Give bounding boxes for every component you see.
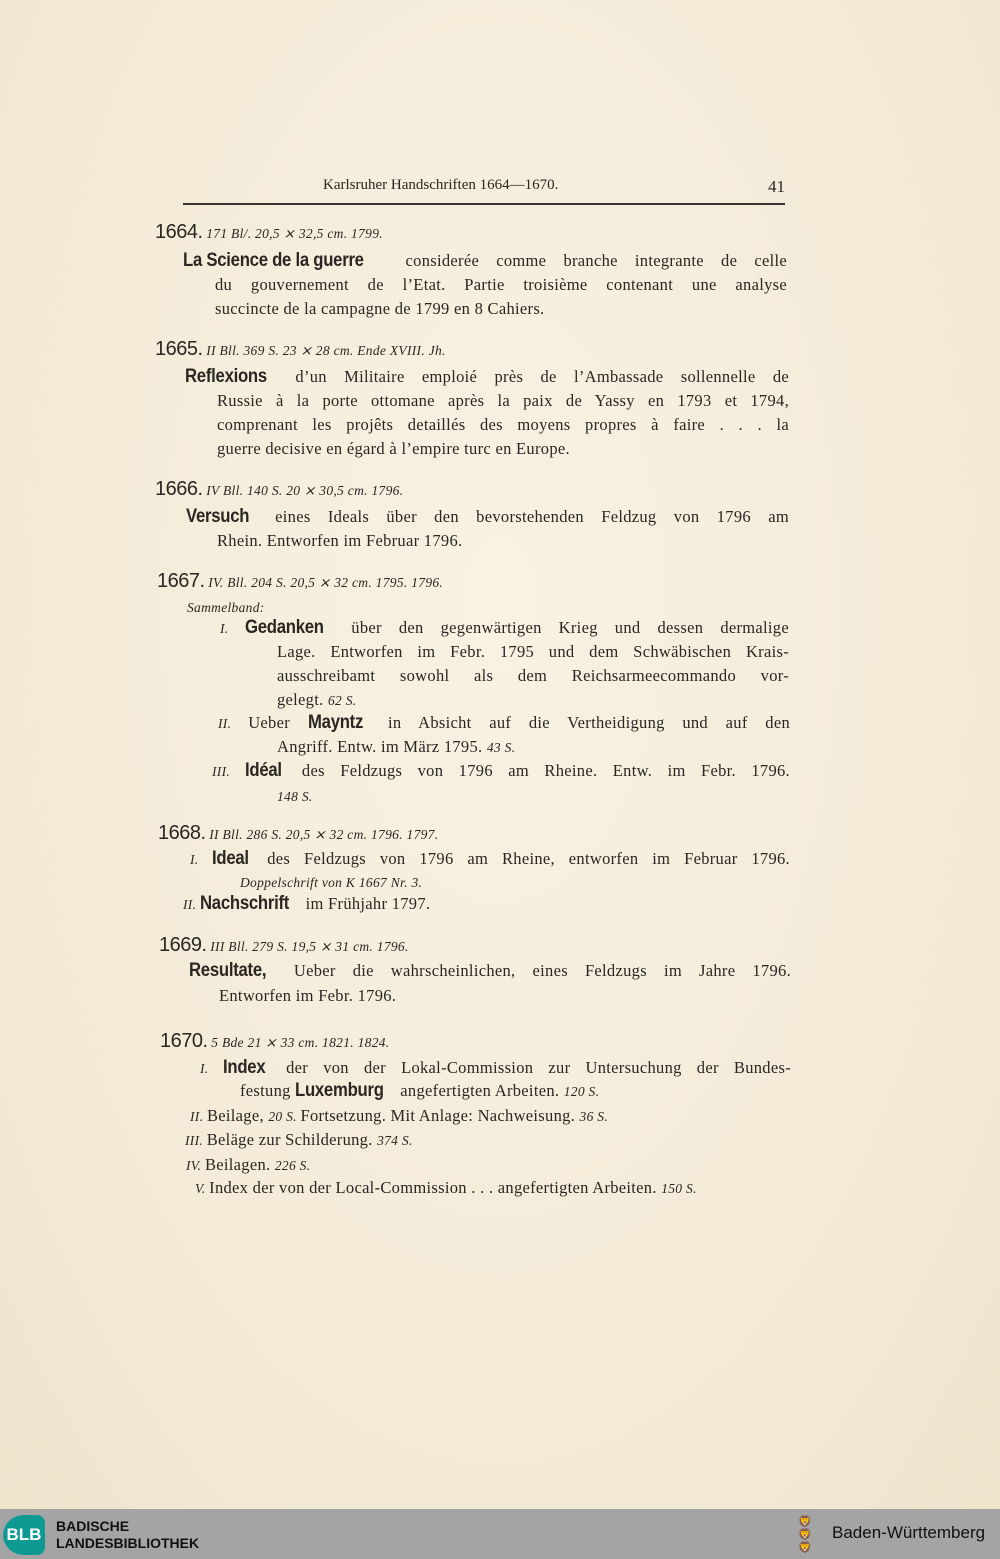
entry-text-line [183,251,787,271]
entry-title: Ideal [211,848,249,869]
entry-annotation: 20 S. [268,1109,301,1124]
entry-annotation: 120 S. [563,1084,600,1099]
entry-text-line [277,737,515,758]
entry-text: du gouvernement de l’Etat. Partie troisième contenant une analyse [215,275,787,294]
entry-text-line [240,872,422,893]
library-name[interactable] [56,1518,199,1552]
entry-text-line [190,1106,608,1127]
entry-text-line [195,1178,697,1199]
entry-title: Gedanken [244,617,324,638]
entry-annotation: V. [195,1181,210,1196]
entry-text: Lage. Entworfen im Febr. 1795 und dem Schwäbischen Krais- [277,642,789,661]
entry-annotation: IV Bll. 140 S. 20 ⨯ 30,5 cm. 1796. [202,483,404,498]
entry-title: Resultate, [189,960,267,981]
entry-annotation: 226 S. [274,1158,311,1173]
entry-text-line [185,1130,413,1151]
entry-annotation: 43 S. [486,740,516,755]
entry-text-line [200,1058,791,1079]
entry-text: Entworfen im Febr. 1796. [219,986,397,1005]
entry-text-line [212,761,790,782]
entry-text: Beläge zur Schilderung. [206,1130,378,1149]
entry-text: Fortsetzung. Mit Anlage: Nachweisung. [300,1106,580,1125]
entry-text: ausschreibamt sowohl als dem Reichsarmeecommando vor- [277,666,789,685]
entry-annotation: III Bll. 279 S. 19,5 ⨯ 31 cm. 1796. [206,939,409,954]
entry-annotation: IV. Bll. 204 S. 20,5 ⨯ 32 cm. 1795. 1796. [204,575,444,590]
entry-text-line [277,642,789,662]
entry-text-line [187,597,265,618]
entry-text: des Feldzugs von 1796 am Rheine. Entw. im Febr. 1796. [286,761,790,780]
entry-annotation: III. [185,1133,207,1148]
entry-title: Nachschrift [199,893,290,914]
entry-text-line [190,849,790,870]
blb-logo[interactable]: BLB [3,1515,45,1555]
entry-text-line [217,531,462,551]
entry-annotation: II. [190,1109,207,1124]
entry-text-line [277,666,789,686]
entry-text-line [218,713,790,734]
entry-annotation: 171 Bl/. 20,5 ⨯ 32,5 cm. 1799. [202,226,383,241]
entry-text-line [185,367,789,387]
library-name-line2: LANDESBIBLIOTHEK [56,1535,200,1551]
running-header [183,177,785,199]
entry-text: gelegt. [277,690,328,709]
entry-heading [155,479,403,501]
entry-text-line [215,275,787,295]
entry-text: Ueber die wahrscheinlichen, eines Feldzugs im Jahre 1796. [276,961,791,980]
entry-heading [155,339,446,361]
entry-text: Beilagen. [204,1155,275,1174]
entry-annotation: 148 S. [277,789,313,804]
entry-annotation: II Bll. 369 S. 23 ⨯ 28 cm. Ende XVIII. Jh. [202,343,446,358]
entry-text: Index der von der Local-Commission . . . angefertigten Arbeiten. [209,1178,662,1197]
entry-annotation: III. [212,764,245,779]
entry-number: 1666. [155,478,203,500]
entry-annotation: 5 Bde 21 ⨯ 33 cm. 1821. 1824. [207,1035,390,1050]
entry-text-line [183,894,430,915]
lions-coat-of-arms-icon: 🦁 🦁 🦁 [798,1515,812,1554]
entry-text: in Absicht auf die Vertheidigung und auf den [370,713,790,732]
entry-text-line [240,1081,599,1102]
library-name-line1: BADISCHE [56,1518,130,1534]
entry-number: 1667. [157,570,205,592]
entry-title: Luxemburg [295,1080,384,1101]
entry-text-line [277,690,356,711]
entry-title: La Science de la guerre [183,250,364,271]
entry-heading [157,571,443,593]
entry-title: Versuch [186,506,250,527]
entry-annotation: I. [200,1061,223,1076]
entry-annotation: 150 S. [661,1181,697,1196]
entry-text: über den gegenwärtigen Krieg und dessen dermalige [334,618,789,637]
entry-text: festung [240,1081,296,1100]
entry-annotation: II. [183,897,200,912]
entry-text: der von der Lokal-Commission zur Untersuchung der Bundes- [270,1058,791,1077]
entry-text: Rhein. Entworfen im Februar 1796. [217,531,463,550]
entry-text-line [186,1155,310,1176]
entry-text: Ueber [248,713,308,732]
entry-text: d’un Militaire emploié près de l’Ambassade sollennelle de [278,367,789,386]
entry-text: eines Ideals über den bevorstehenden Feldzug von 1796 am [257,507,789,526]
entry-text: des Feldzugs von 1796 am Rheine, entworfen im Februar 1796. [253,849,790,868]
entry-number: 1665. [155,338,203,360]
entry-text: succincte de la campagne de 1799 en 8 Cahiers. [215,299,545,318]
entry-text-line [186,507,789,527]
entry-text: comprenant les projêts detaillés des moyens propres à faire . . . la [217,415,789,434]
entry-text: considerée comme branche integrante de celle [388,251,787,270]
entry-annotation: 36 S. [579,1109,609,1124]
entry-annotation: II. [218,716,249,731]
entry-text-line [277,786,313,807]
entry-number: 1664. [155,221,203,243]
entry-heading [160,1031,389,1053]
entry-text: im Frühjahr 1797. [301,894,431,913]
entry-text-line [217,415,789,435]
entry-title: Index [222,1057,266,1078]
entry-number: 1669. [159,934,207,956]
entry-text-line [215,299,544,319]
entry-annotation: II Bll. 286 S. 20,5 ⨯ 32 cm. 1796. 1797. [205,827,439,842]
entry-text-line [220,618,789,639]
entry-annotation: 374 S. [377,1133,413,1148]
state-name[interactable]: Baden-Württemberg [832,1523,986,1542]
entry-heading [158,823,438,845]
entry-title: Mayntz [307,712,363,733]
entry-text: angefertigten Arbeiten. [395,1081,564,1100]
entry-number: 1670. [160,1030,208,1052]
footer-bar [0,1509,1000,1559]
entry-text: guerre decisive en égard à l’empire turc en Europe. [217,439,570,458]
entry-annotation: IV. [186,1158,205,1173]
entry-annotation: Doppelschrift von K 1667 Nr. 3. [240,875,423,890]
header-rule [183,203,785,205]
entry-text-line [219,986,396,1006]
entry-annotation: I. [190,852,212,867]
entry-number: 1668. [158,822,206,844]
header-title: Karlsruher Handschriften 1664—1670. [323,177,559,193]
entry-text-line [217,391,789,411]
entry-heading [155,222,383,244]
entry-text: Russie à la porte ottomane après la paix de Yassy en 1793 et 1794, [217,391,789,410]
entry-annotation: 62 S. [327,693,357,708]
entry-text-line [189,961,791,981]
entry-text-line [217,439,570,459]
entry-title: Idéal [244,760,282,781]
entry-annotation: Sammelband: [187,600,265,615]
page-number: 41 [768,177,785,196]
entry-annotation: I. [220,621,245,636]
entry-text: Beilage, [206,1106,269,1125]
entry-text: Angriff. Entw. im März 1795. [277,737,487,756]
entry-heading [159,935,409,957]
entry-title: Reflexions [185,366,267,387]
